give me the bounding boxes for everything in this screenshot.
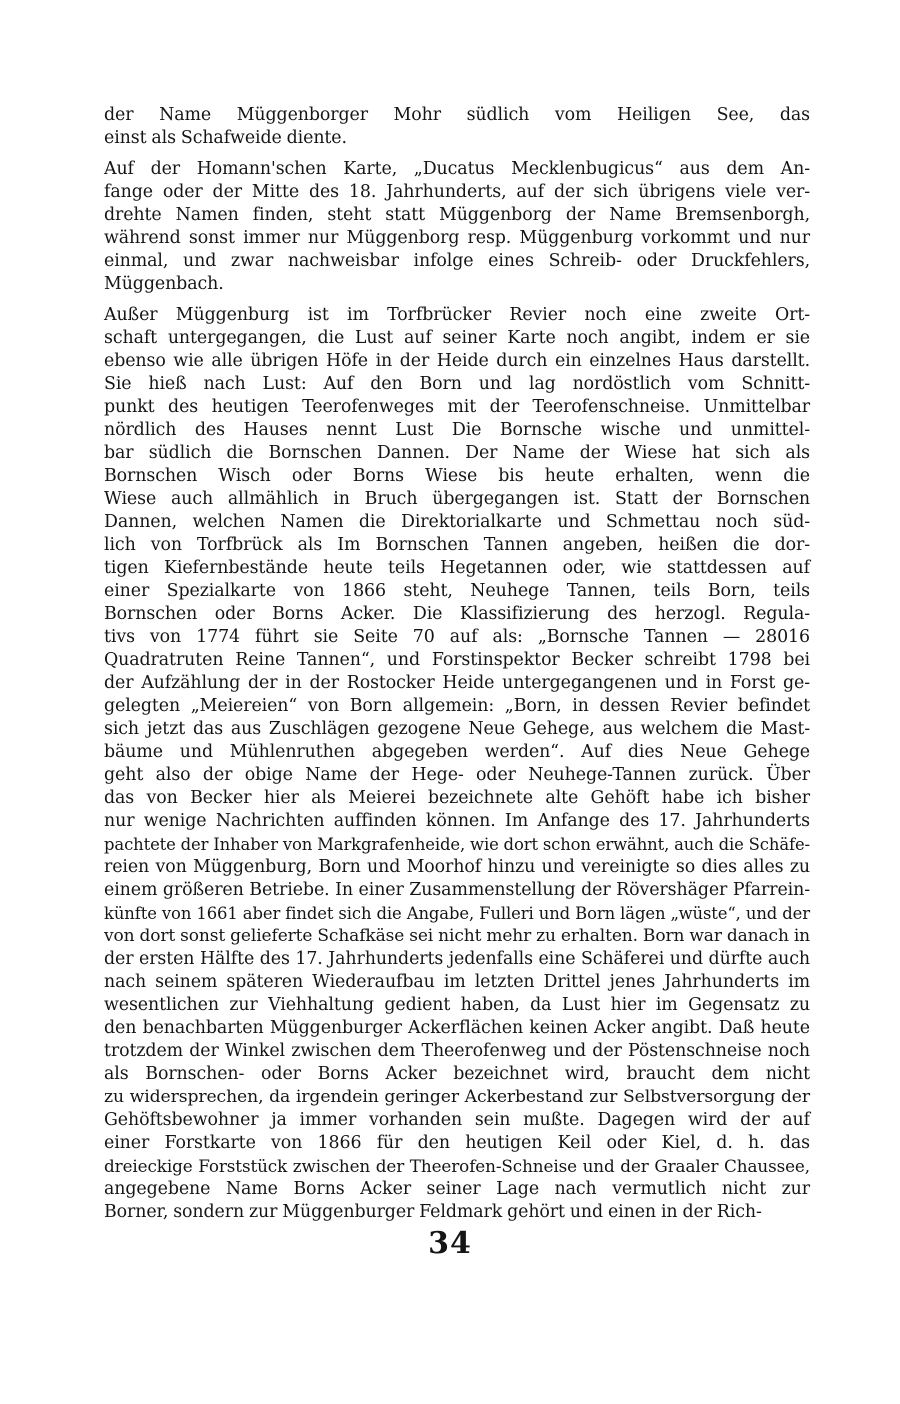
text-line: während sonst immer nur Müggenborg resp. Müggenburg vorkommt und nur (104, 228, 810, 248)
text-line: Müggenbach. (104, 274, 224, 294)
text-line: trotzdem der Winkel zwischen dem Theerofenweg und der Pöstenschneise noch (104, 1041, 810, 1061)
text-line: tigen Kiefernbestände heute teils Hegetannen oder, wie stattdessen auf (104, 558, 810, 578)
text-line: angegebene Name Borns Acker seiner Lage nach vermutlich nicht zur (104, 1179, 810, 1199)
text-line: Außer Müggenburg ist im Torfbrücker Revier noch eine zweite Ort- (104, 305, 810, 325)
text-line: Bornschen oder Borns Acker. Die Klassifizierung des herzogl. Regula- (104, 604, 810, 624)
text-line: Auf der Homann'schen Karte, „Ducatus Mecklenbugicus“ aus dem An- (104, 159, 810, 179)
text-line: ebenso wie alle übrigen Höfe in der Heide durch ein einzelnes Haus darstellt. (104, 351, 810, 371)
text-line: dreieckige Forststück zwischen der Theerofen-Schneise und der Graaler Chaussee, (104, 1156, 810, 1176)
text-line: künfte von 1661 aber findet sich die Angabe, Fulleri und Born lägen „wüste“, und der (104, 904, 810, 923)
text-line: gelegten „Meiereien“ von Born allgemein: „Born, in dessen Revier befindet (104, 696, 810, 716)
text-line: wesentlichen zur Viehhaltung gedient haben, da Lust hier im Gegensatz zu (104, 995, 810, 1015)
text-line: nach seinem späteren Wiederaufbau im letzten Drittel jenes Jahrhunderts im (104, 972, 810, 992)
text-line: Sie hieß nach Lust: Auf den Born und lag nordöstlich vom Schnitt- (104, 374, 810, 394)
text-line: einer Forstkarte von 1866 für den heutigen Keil oder Kiel, d. h. das (104, 1133, 810, 1153)
text-line: von dort sonst gelieferte Schafkäse sei nicht mehr zu erhalten. Born war danach in (104, 926, 810, 946)
text-line: pachtete der Inhaber von Markgrafenheide, wie dort schon erwähnt, auch die Schäfe- (104, 835, 810, 854)
text-line: lich von Torfbrück als Im Bornschen Tannen angeben, heißen die dor- (104, 535, 810, 555)
text-line: bäume und Mühlenruthen abgegeben werden“. Auf dies Neue Gehege (104, 742, 810, 762)
page-number: 34 (428, 1226, 472, 1261)
text-line: fange oder der Mitte des 18. Jahrhunderts, auf der sich übrigens viele ver- (104, 182, 810, 202)
text-line: zu widersprechen, da irgendein geringer Ackerbestand zur Selbstversorgung der (104, 1087, 810, 1107)
text-line: der Name Müggenborger Mohr südlich vom Heiligen See, das (104, 105, 810, 125)
text-line: Dannen, welchen Namen die Direktorialkarte und Schmettau noch süd- (104, 512, 810, 532)
text-line: bar südlich die Bornschen Dannen. Der Name der Wiese hat sich als (104, 443, 810, 463)
paragraph-gap (104, 150, 810, 158)
text-line: der Aufzählung der in der Rostocker Heide untergegangenen und in Forst ge- (104, 673, 810, 693)
text-line: das von Becker hier als Meierei bezeichnete alte Gehöft habe ich bisher (104, 788, 810, 808)
text-line: einem größeren Betriebe. In einer Zusammenstellung der Rövershäger Pfarrein- (104, 880, 810, 900)
text-line: reien von Müggenburg, Born und Moorhof hinzu und vereinigte so dies alles zu (104, 857, 810, 877)
paragraph (104, 158, 810, 296)
text-line: den benachbarten Müggenburger Ackerflächen keinen Acker angibt. Daß heute (104, 1018, 810, 1038)
text-line: Gehöftsbewohner ja immer vorhanden sein mußte. Dagegen wird der auf (104, 1110, 810, 1130)
text-line: einer Spezialkarte von 1866 steht, Neuhege Tannen, teils Born, teils (104, 581, 810, 601)
text-line: schaft untergegangen, die Lust auf seiner Karte noch angibt, indem er sie (104, 328, 810, 348)
text-line: punkt des heutigen Teerofenweges mit der Teerofenschneise. Unmittelbar (104, 397, 810, 417)
text-line: als Bornschen- oder Borns Acker bezeichnet wird, braucht dem nicht (104, 1064, 810, 1084)
paragraph (104, 304, 810, 1224)
text-line: Bornschen Wisch oder Borns Wiese bis heute erhalten, wenn die (104, 466, 810, 486)
text-line: geht also der obige Name der Hege- oder Neuhege-Tannen zurück. Über (104, 765, 810, 785)
text-line: einmal, und zwar nachweisbar infolge eines Schreib- oder Druckfehlers, (104, 251, 810, 271)
text-line: nur wenige Nachrichten auffinden können. Im Anfange des 17. Jahrhunderts (104, 811, 810, 831)
text-line: Wiese auch allmählich in Bruch übergegangen ist. Statt der Bornschen (104, 489, 810, 509)
text-line: einst als Schafweide diente. (104, 128, 347, 148)
text-line: Quadratruten Reine Tannen“, und Forstinspektor Becker schreibt 1798 bei (104, 650, 810, 670)
text-line: Borner, sondern zur Müggenburger Feldmark gehört und einen in der Rich- (104, 1202, 762, 1222)
text-line: sich jetzt das aus Zuschlägen gezogene Neue Gehege, aus welchem die Mast- (104, 719, 810, 739)
text-line: nördlich des Hauses nennt Lust Die Bornsche wische und unmittel- (104, 420, 810, 440)
text-line: der ersten Hälfte des 17. Jahrhunderts jedenfalls eine Schäferei und dürfte auch (104, 949, 810, 969)
paragraph (104, 104, 810, 150)
paragraph-gap (104, 296, 810, 304)
body-text (104, 104, 810, 1224)
text-line: drehte Namen finden, steht statt Müggenborg der Name Bremsenborgh, (104, 205, 810, 225)
text-line: tivs von 1774 führt sie Seite 70 auf als: „Bornsche Tannen — 28016 (104, 627, 810, 647)
